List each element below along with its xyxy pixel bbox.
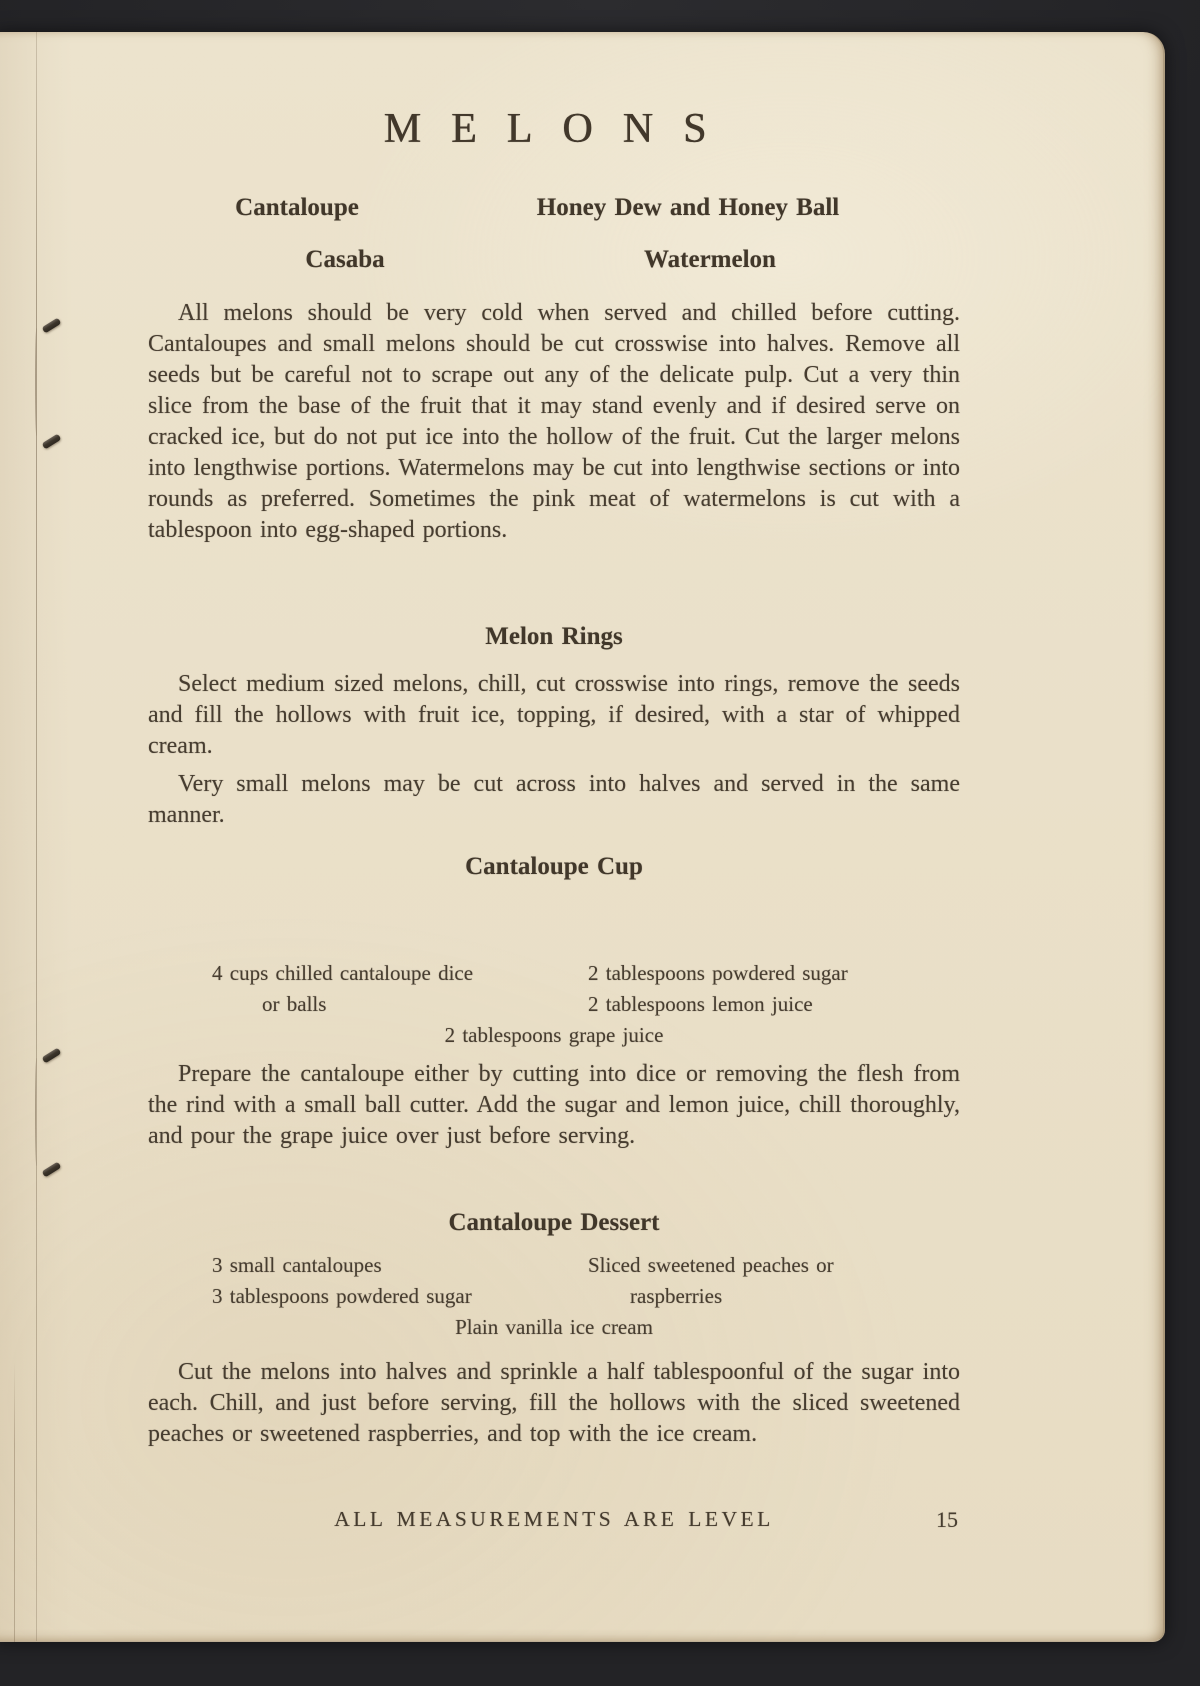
ingredient: 2 tablespoons powdered sugar [588, 961, 848, 985]
footer-note: ALL MEASUREMENTS ARE LEVEL [334, 1507, 774, 1531]
page-number: 15 [936, 1507, 958, 1532]
ingredient: 2 tablespoons lemon juice [588, 992, 813, 1016]
cantaloupe-dessert-paragraph: Cut the melons into halves and sprinkle a half tablespoonful of the sugar into each. Chill, and just before serving, fill the hollows with the sliced sweetened peaches or sweetened raspberries, and top with the ice cream. [148, 1359, 960, 1447]
melon-rings-paragraph-1: Select medium sized melons, chill, cut crosswise into rings, remove the seeds and fill the hollows with fruit ice, topping, if desired, with a star of whipped cream. [148, 671, 960, 759]
ingredient: 4 cups chilled cantaloupe dice [212, 961, 474, 985]
binding-shade [0, 32, 74, 1641]
page-title: MELONS [383, 106, 737, 152]
binding-thread [35, 1058, 38, 1166]
ingredient: 3 tablespoons powdered sugar [212, 1284, 472, 1308]
ingredient: or balls [262, 992, 327, 1016]
page-footer [148, 1504, 960, 1534]
melon-type-honey-dew-and-honey-ball: Honey Dew and Honey Ball [536, 194, 840, 221]
ingredient: Sliced sweetened peaches or [588, 1253, 834, 1277]
cantaloupe-cup-ingredients [148, 958, 960, 1054]
section-heading-melon-rings: Melon Rings [485, 623, 623, 650]
melon-type-cantaloupe: Cantaloupe [235, 194, 359, 221]
melon-rings-paragraph-2: Very small melons may be cut across into halves and served in the same manner. [148, 771, 960, 828]
ingredient: Plain vanilla ice cream [455, 1315, 653, 1339]
melon-type-casaba: Casaba [305, 246, 385, 273]
cantaloupe-cup-paragraph: Prepare the cantaloupe either by cutting into dice or removing the flesh from the rind with a small ball cutter. Add the sugar and lemon juice, chill thoroughly, and pour the grape juice over just before serving. [148, 1061, 960, 1149]
binding-thread [35, 328, 38, 436]
section-heading-cantaloupe-dessert: Cantaloupe Dessert [448, 1209, 660, 1236]
ingredient: 3 small cantaloupes [212, 1253, 382, 1277]
intro-paragraph: All melons should be very cold when served and chilled before cutting. Cantaloupes and small melons should be cut crosswise into halves. Remove all seeds but be careful not to scrape out any of the delicate pulp. Cut a very thin slice from the base of the fruit that it may stand evenly and if desired serve on cracked ice, but do not put ice into the hollow of the fruit. Cut the larger melons into lengthwise portions. Watermelons may be cut into lengthwise sections or into rounds as preferred. Sometimes the pink meat of watermelons is cut with a tablespoon into egg-shaped portions. [148, 300, 960, 543]
ingredient: 2 tablespoons grape juice [444, 1023, 664, 1047]
page-content [148, 32, 960, 1641]
book-page [0, 32, 1165, 1642]
melon-type-watermelon: Watermelon [644, 246, 776, 273]
ingredient: raspberries [630, 1284, 723, 1308]
cantaloupe-dessert-ingredients [148, 1250, 960, 1346]
binding-crease [36, 32, 37, 1641]
under-page-edge [14, 1362, 15, 1642]
section-heading-cantaloupe-cup: Cantaloupe Cup [465, 853, 643, 880]
